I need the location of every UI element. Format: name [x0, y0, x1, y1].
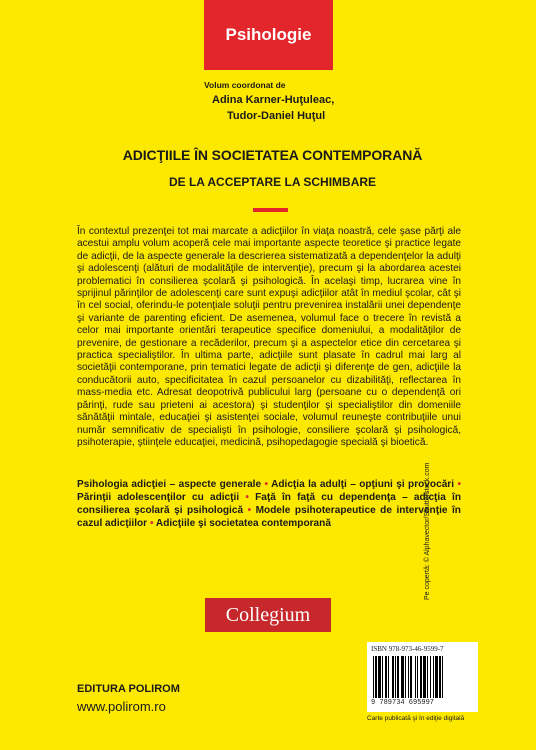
barcode-bar — [405, 656, 406, 698]
barcode-panel — [367, 642, 478, 712]
publisher-name: EDITURA POLIROM — [77, 683, 180, 695]
barcode-bar — [427, 656, 428, 698]
accent-divider — [253, 208, 288, 212]
barcode-bar — [420, 656, 422, 698]
keyword-item: Adicţiile şi societatea contemporană — [155, 518, 331, 530]
coordinated-by-label: Volum coordonat de — [204, 80, 286, 90]
barcode-bar — [401, 656, 404, 698]
barcode-bar — [439, 656, 441, 698]
series-label: Psihologie — [204, 0, 333, 70]
editor-name: Tudor-Daniel Huţul — [227, 110, 326, 122]
barcode-bar — [442, 656, 443, 698]
barcode-bar — [435, 656, 438, 698]
barcode-bar — [382, 656, 383, 698]
keyword-item: Modele psihoterapeutice de intervenţie în cazul adicţiilor — [77, 505, 461, 530]
barcode-bar — [433, 656, 434, 698]
book-subtitle: DE LA ACCEPTARE LA SCHIMBARE — [168, 175, 377, 189]
barcode-bar — [392, 656, 394, 698]
publisher-website: www.polirom.ro — [77, 699, 166, 714]
keyword-separator: • — [457, 479, 461, 490]
keyword-item: Faţă în faţă cu dependenţa – adicţia în consilierea şcolară şi psihologică — [77, 492, 461, 517]
barcode-bar — [397, 656, 399, 698]
book-title: ADICŢIILE ÎN SOCIETATEA CONTEMPORANĂ — [122, 147, 423, 163]
keyword-item: Psihologia adicţiei – aspecte generale — [77, 479, 262, 490]
barcode-bar — [378, 656, 381, 698]
barcode-bar — [430, 656, 431, 698]
blurb-text: În contextul prezenţei tot mai marcate a adicţiilor în viaţa noastră, cele şase părţi ale acestui amplu volum acoperă cele mai importante aspecte teoretice şi practice legate de adicţii, de la aspecte generale la descrierea sistematizată a dependenţelor la adulţi şi adolescenţi (alături de modalităţile de intervenţie), precum şi la abordarea acestei problematici în consilierea şcolară şi psihologică. În acelaşi timp, lucrarea vine în sprijinul părinţilor de adolescenţi care sunt expuşi adicţiilor atât în mediul şcolar, cât şi în cel social, oferindu-le potenţiale soluţii pentru prevenirea instalării unei dependenţe şi variante de parenting eficient. De asemenea, volumul face o trecere în revistă a celor mai importante orientări terapeutice specifice domeniului, a modalităţilor de prevenire, de gestionare a recăderilor, precum şi a aspectelor etice din cercetarea şi practica specialiştilor. În ultima parte, adicţiile sunt plasate în cadrul mai larg al societăţii contemporane, prin tematici legate de adicţii şi diferenţe de gen, adicţiile la conducătorii auto, specificitatea în cazul persoanelor cu dizabilităţi, reflectarea în mass-media etc. Adresat deopotrivă publicului larg (persoane cu o dependenţă ori părinţi, rude sau prieteni ai acestora) şi studenţilor şi specialiştilor din domeniile sănătăţii mintale, educaţiei şi asistenţei sociale, volumul reuneşte contribuţiile unui număr semnificativ de specialişti în psihologie, consiliere şcolară şi psihologică, psihoterapie, ştiinţele educaţiei, medicină, psihopedagogie specială şi bioetică. — [77, 226, 461, 448]
keyword-list — [77, 478, 461, 530]
barcode-bar — [395, 656, 396, 698]
barcode-bar — [388, 656, 389, 698]
keyword-item: Părinţii adolescenţilor cu adicţii — [77, 492, 240, 504]
barcode-bar — [375, 656, 377, 698]
barcode-bar — [408, 656, 409, 698]
keyword-separator: • — [245, 492, 249, 504]
barcode-digits: 9 789734 695997 — [371, 699, 435, 707]
keyword-separator: • — [264, 479, 269, 490]
publisher-logo: Collegium — [205, 598, 331, 632]
cover-credit: Pe copertă: © Alphavector/Shutterstock.com — [424, 462, 431, 600]
keyword-item: Adicţia la adulţi – opţiuni şi provocări — [271, 479, 455, 490]
digital-edition-note: Carte publicată şi în ediţie digitală — [367, 715, 465, 722]
barcode-bar — [415, 656, 416, 698]
barcode-bar — [423, 656, 426, 698]
keyword-separator: • — [149, 518, 154, 530]
barcode-bar — [373, 656, 374, 698]
isbn-label: ISBN 978-973-46-9599-7 — [371, 645, 444, 653]
barcode-bar — [410, 656, 412, 698]
barcode-image — [373, 656, 472, 698]
editor-name: Adina Karner-Huţuleac, — [212, 94, 335, 106]
barcode-bar — [417, 656, 418, 698]
barcode-bar — [385, 656, 387, 698]
page-edge — [536, 0, 550, 750]
keyword-separator: • — [247, 505, 252, 517]
